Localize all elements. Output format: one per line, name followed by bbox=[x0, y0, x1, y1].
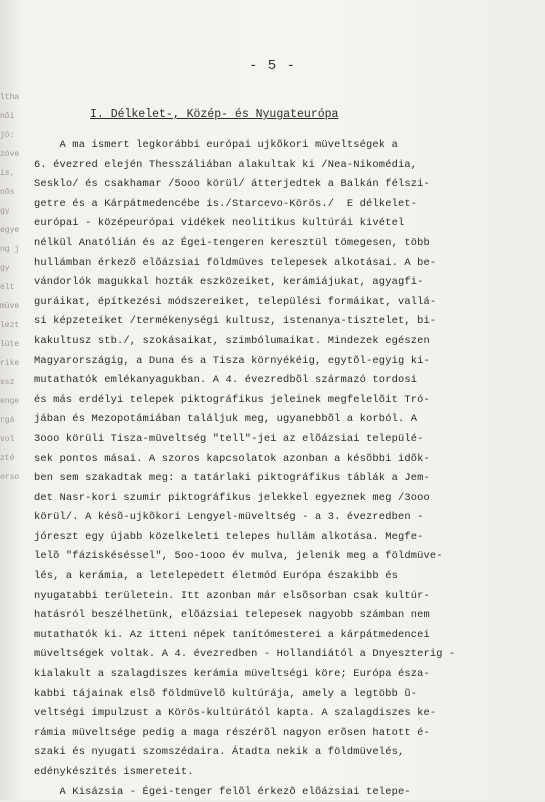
margin-bleed-fragment: jö: bbox=[0, 131, 15, 140]
margin-bleed-fragment: nõi bbox=[0, 112, 15, 121]
body-line: A Kisázsia - Égei-tenger felõl érkezõ elõázsiai telepe- bbox=[34, 785, 411, 798]
margin-bleed-fragment: mûve bbox=[0, 302, 20, 311]
body-line: szaki és nyugati szomszédaira. Átadta nekik a földmüvelés, bbox=[34, 746, 405, 759]
page-number: - 5 - bbox=[248, 58, 296, 74]
margin-bleed-fragment: ltha bbox=[0, 93, 20, 102]
body-text bbox=[34, 136, 529, 802]
body-line: müveltségek voltak. A 4. évezredben - Hollandiától a Dnyeszterig - bbox=[34, 648, 456, 661]
body-line: A ma ismert legkorábbi európai ujkõkori müveltségek a bbox=[34, 139, 398, 151]
body-line: hatásról beszélhetünk, elõázsiai telepesek nagyobb számban nem bbox=[34, 609, 430, 622]
body-line: jóreszt egy újabb közelkeleti telepes hullám alkotása. Megfe- bbox=[34, 530, 424, 543]
margin-bleed-fragment: orso bbox=[0, 473, 20, 482]
body-line: Sesklo/ és csakhamar /5ooo körül/ átterjedtek a Balkán félszi- bbox=[34, 178, 430, 191]
margin-bleed-fragment: vol bbox=[0, 435, 15, 444]
body-line: si képzeteiket /termékenységi kultusz, istenanya-tisztelet, bi- bbox=[34, 315, 437, 328]
body-line: edénykészités ismereteit. bbox=[34, 766, 194, 778]
body-line: és más erdélyi telepek piktográfikus jeleinek megfelelõit Tró- bbox=[34, 393, 430, 406]
body-line: körül/. A késõ-ujkõkori Lengyel-müveltség - a 3. évezredben - bbox=[34, 511, 424, 524]
body-line: kabbi tájainak elsõ földmüvelõ kultúrája, amely a legtöbb ũ- bbox=[34, 687, 418, 700]
body-line: 3ooo körüli Tisza-müveltség "tell"-jei az elõázsiai települé- bbox=[34, 432, 424, 445]
body-line: mutathatók emlékanyagukban. A 4. évezredbõl származó tordosi bbox=[34, 374, 418, 387]
margin-bleed-fragment: ng j bbox=[0, 245, 20, 254]
body-line: lelõ "fáziskéséssel", 5oo-1ooo év mulva, jelenik meg a földmüve- bbox=[34, 550, 443, 563]
body-line: 6. évezred elején Thesszáliában alakultak ki /Nea-Nikomédia, bbox=[34, 158, 418, 171]
margin-bleed-fragment: gy bbox=[0, 264, 10, 273]
body-line: kakultusz stb./, szokásaikat, szimbólumaikat. Mindezek egészen bbox=[34, 334, 430, 347]
body-line: vándorlók magukkal hozták eszközeiket, kerámiájukat, agyagfi- bbox=[34, 276, 424, 289]
margin-bleed-fragment: rike bbox=[0, 359, 20, 368]
body-line: jában és Mezopotámiában találjuk meg, ugyanebbõl a korból. A bbox=[34, 413, 418, 426]
body-line: ben sem szakadtak meg: a tatárlaki piktográfikus táblák a Jem- bbox=[34, 472, 430, 485]
body-line: hullámban érkezõ elõázsiai földmüves telepesek alkotásai. A be- bbox=[34, 256, 437, 269]
margin-bleed-fragment: egye bbox=[0, 226, 20, 235]
body-line: rámia müveltsége pedig a maga részérõl nagyon erõsen hatott é- bbox=[34, 726, 430, 739]
body-line: sek pontos másai. A szoros kapcsolatok azonban a késõbbi idõk- bbox=[34, 452, 430, 465]
body-line: veltségi impulzust a Körös-kultúrától kapta. A szalagdiszes ke- bbox=[34, 707, 437, 720]
margin-bleed-fragment: lüte bbox=[0, 340, 20, 349]
margin-bleed-fragment: rgá bbox=[0, 416, 15, 425]
margin-bleed-fragment: zöve bbox=[0, 150, 20, 159]
margin-bleed-fragment: lezt bbox=[0, 321, 20, 330]
margin-bleed-fragment: is, bbox=[0, 169, 15, 178]
margin-bleed-text bbox=[0, 88, 20, 487]
margin-bleed-fragment: nõs bbox=[0, 188, 15, 197]
body-line: det Nasr-kori szumir piktográfikus jelekkel egyeznek meg /3ooo bbox=[34, 491, 430, 504]
section-heading: I. Délkelet-, Közép- és Nyugateurópa bbox=[90, 108, 339, 121]
body-line: nélkül Anatólián és az Égei-tengeren keresztül tömegesen, több bbox=[34, 236, 430, 249]
margin-bleed-fragment: gy bbox=[0, 207, 10, 216]
body-line: európai - középeurópai vidékek neolitikus kultúrái kivétel bbox=[34, 217, 405, 230]
body-line: guráikat, építkezési módszereiket, települési formáikat, vallá- bbox=[34, 295, 437, 308]
body-line: nyugatabbi területein. Itt azonban már elsõsorban csak kultúr- bbox=[34, 589, 430, 602]
margin-bleed-fragment: enge bbox=[0, 397, 20, 406]
margin-bleed-fragment: ssz bbox=[0, 378, 15, 387]
margin-bleed-fragment: elt bbox=[0, 283, 15, 292]
body-line: getre és a Kárpátmedencébe is./Starcevo-Körös./ E délkelet- bbox=[34, 197, 418, 210]
body-line: Magyarországig, a Duna és a Tisza környékéig, egytõl-egyig ki- bbox=[34, 354, 430, 367]
body-line: lés, a kerámia, a letelepedett életmód Európa északibb és bbox=[34, 570, 398, 583]
body-line: mutathatók ki. Az itteni népek tanítómesterei a kárpátmedencei bbox=[34, 628, 430, 641]
body-line: kialakult a szalagdiszes kerámia müveltségi köre; Európa észa- bbox=[34, 668, 430, 681]
margin-bleed-fragment: zté bbox=[0, 454, 15, 463]
